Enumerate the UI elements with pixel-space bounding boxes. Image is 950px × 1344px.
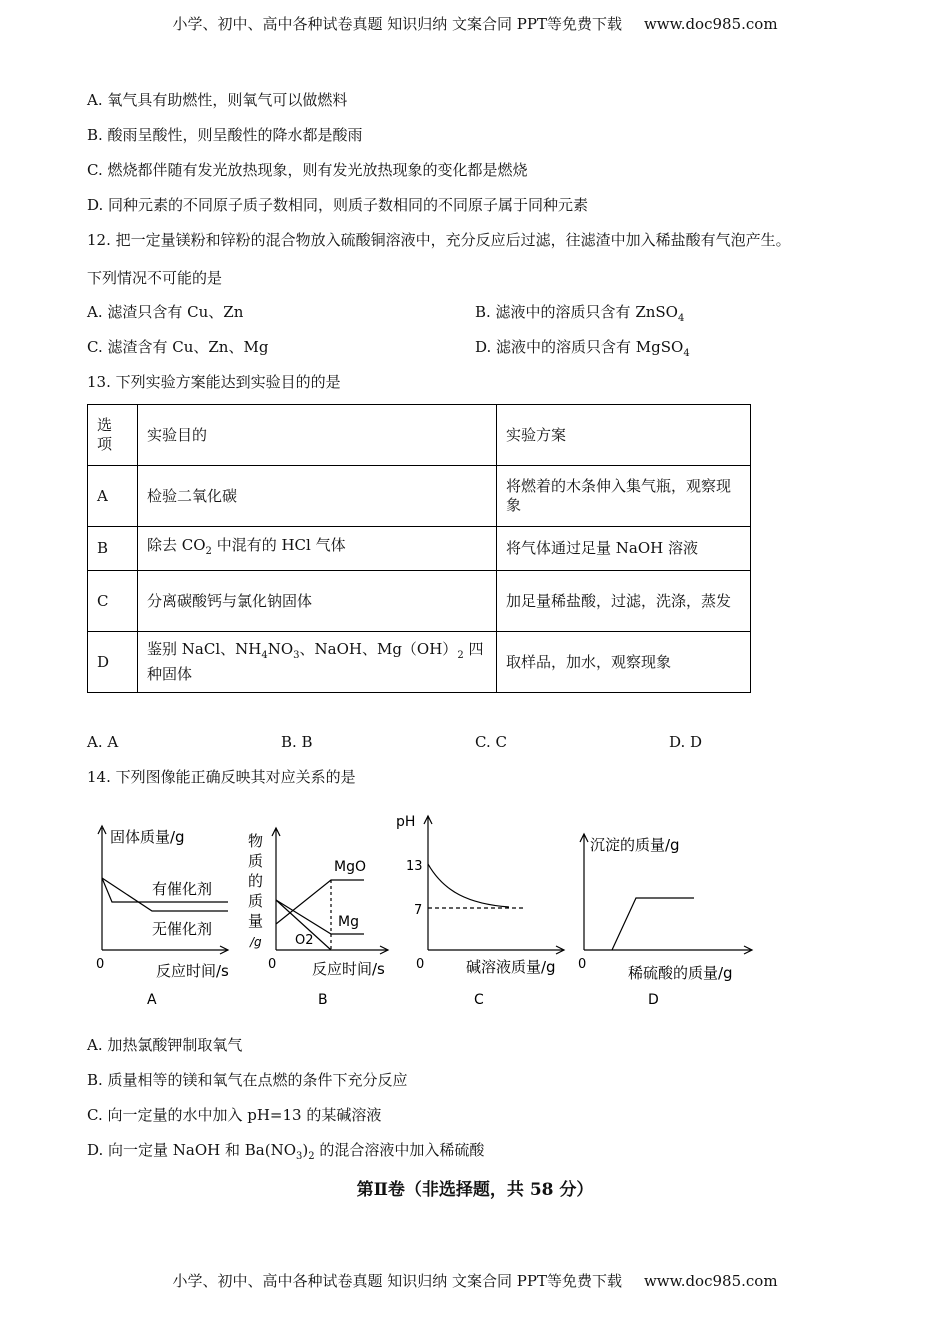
- q12-option-d-sub: 4: [683, 348, 690, 359]
- q11-option-a: A. 氧气具有助燃性，则氧气可以做燃料: [87, 91, 348, 109]
- page-header: [0, 13, 950, 34]
- q14-option-c: C. 向一定量的水中加入 pH=13 的某碱溶液: [87, 1106, 382, 1124]
- header-option: [88, 405, 138, 466]
- row-a-option: A: [88, 466, 138, 527]
- q12-option-d-text: D. 滤液中的溶质只含有 MgSO: [475, 338, 684, 356]
- section-title: 第Ⅱ卷（非选择题，共 58 分）: [356, 1180, 594, 1200]
- q12-option-a: A. 滤渣只含有 Cu、Zn: [87, 303, 244, 321]
- q14-option-d-sub: 3: [296, 1151, 303, 1162]
- header-url[interactable]: www.doc985.com: [643, 15, 778, 33]
- header-text: 小学、初中、高中各种试卷真题 知识归纳 文案合同 PPT等免费下载: [172, 15, 622, 33]
- q11-option-d: D. 同种元素的不同原子质子数相同，则质子数相同的不同原子属于同种元素: [87, 196, 589, 214]
- row-b-goal-sub: 2: [205, 546, 212, 557]
- footer-url[interactable]: www.doc985.com: [643, 1272, 778, 1290]
- row-d-plan: 取样品，加水，观察现象: [497, 632, 751, 693]
- graph-d-xlabel: 稀硫酸的质量/g: [628, 964, 733, 982]
- graph-a-ylabel: 固体质量/g: [110, 828, 185, 846]
- q14-option-d-sub2: 2: [308, 1151, 315, 1162]
- graph-d-ylabel: 沉淀的质量/g: [590, 836, 680, 854]
- table-row: [88, 527, 751, 571]
- header-goal: 实验目的: [138, 405, 497, 466]
- table-row: [88, 632, 751, 693]
- row-d-goal-b: NO: [267, 640, 294, 658]
- graph-b-label-mg: Mg: [338, 914, 359, 930]
- graph-b-ylabel-4: 质: [248, 892, 264, 910]
- row-d-goal-s1: 4: [261, 650, 268, 661]
- graph-c-xlabel: 碱溶液质量/g: [466, 958, 556, 976]
- q14-option-b: B. 质量相等的镁和氧气在点燃的条件下充分反应: [87, 1071, 408, 1089]
- q11-option-b: B. 酸雨呈酸性，则呈酸性的降水都是酸雨: [87, 126, 363, 144]
- graph-d-origin: 0: [578, 957, 587, 972]
- q12-stem-2: 下列情况不可能的是: [87, 269, 223, 287]
- graph-c: [394, 812, 574, 1016]
- q13-answer-c: C. C: [475, 733, 507, 751]
- header-plan: 实验方案: [497, 405, 751, 466]
- row-d-goal-c: 、NaOH、Mg（OH）: [299, 640, 458, 658]
- experiment-table: [87, 404, 751, 693]
- row-b-option: B: [88, 527, 138, 571]
- graph-c-curve: [428, 864, 509, 907]
- row-c-goal: 分离碳酸钙与氯化钠固体: [138, 571, 497, 632]
- graph-b-ylabel-3: 的: [248, 872, 264, 890]
- graph-a-label-catalyst: 有催化剂: [152, 880, 213, 898]
- row-b-plan: 将气体通过足量 NaOH 溶液: [497, 527, 751, 571]
- row-d-goal-s3: 2: [457, 650, 464, 661]
- graph-a-origin: 0: [96, 957, 105, 972]
- graph-a-xlabel: 反应时间/s: [156, 962, 229, 980]
- row-d-goal-s2: 3: [293, 650, 300, 661]
- graph-b-origin: 0: [268, 957, 277, 972]
- graph-b-yunit: /g: [250, 935, 262, 949]
- q14-option-a: A. 加热氯酸钾制取氧气: [87, 1036, 243, 1054]
- q12-option-b: [475, 302, 684, 329]
- q14-option-d-end: 的混合溶液中加入稀硫酸: [314, 1141, 485, 1159]
- graph-b-xlabel: 反应时间/s: [312, 960, 385, 978]
- q13-answer-d: D. D: [669, 733, 703, 751]
- graph-a-letter: A: [147, 992, 157, 1008]
- q12-option-b-text: B. 滤液中的溶质只含有 ZnSO: [475, 303, 678, 321]
- graph-b-ylabel-5: 量: [248, 912, 264, 930]
- graph-b-ylabel-2: 质: [248, 852, 264, 870]
- row-c-plan: 加足量稀盐酸，过滤，洗涤，蒸发: [497, 571, 751, 632]
- row-d-option: D: [88, 632, 138, 693]
- graph-c-ylabel: pH: [396, 814, 416, 830]
- q12-option-b-sub: 4: [677, 313, 685, 324]
- graph-d: [574, 812, 754, 1016]
- q14-option-d-post: ): [302, 1141, 309, 1159]
- q13-answer-b: B. B: [281, 733, 313, 751]
- q11-option-c: C. 燃烧都伴随有发光放热现象，则有发光放热现象的变化都是燃烧: [87, 161, 528, 179]
- graph-c-tick-7: 7: [414, 903, 423, 918]
- graph-b-label-mgo: MgO: [334, 859, 366, 875]
- row-a-goal: 检验二氧化碳: [138, 466, 497, 527]
- header-option-text: 选项: [97, 416, 113, 453]
- graph-b-ylabel: [248, 832, 263, 930]
- graph-b-label-o2: O2: [295, 933, 314, 948]
- page-footer: [0, 1270, 950, 1291]
- row-d-goal-d: 四种固体: [147, 640, 484, 683]
- q13-stem: 13. 下列实验方案能达到实验目的的是: [87, 373, 341, 391]
- graph-d-letter: D: [648, 992, 659, 1008]
- q14-option-d: [87, 1140, 484, 1167]
- graph-c-letter: C: [474, 992, 484, 1008]
- footer-text: 小学、初中、高中各种试卷真题 知识归纳 文案合同 PPT等免费下载: [172, 1272, 622, 1290]
- row-b-goal: [138, 527, 497, 571]
- row-b-goal-post: 中混有的 HCl 气体: [211, 536, 346, 554]
- row-a-plan: 将燃着的木条伸入集气瓶，观察现象: [497, 466, 751, 527]
- graph-d-line: [612, 898, 694, 950]
- q14-option-d-pre: D. 向一定量 NaOH 和 Ba(NO: [87, 1141, 297, 1159]
- graph-c-origin: 0: [416, 957, 425, 972]
- table-header-row: [88, 405, 751, 466]
- table-row: [88, 466, 751, 527]
- graph-b-ylabel-1: 物: [248, 832, 264, 850]
- row-d-goal: [138, 632, 497, 693]
- table-row: [88, 571, 751, 632]
- graph-b-letter: B: [318, 992, 328, 1008]
- graph-b: [244, 812, 394, 1016]
- q12-stem: 12. 把一定量镁粉和锌粉的混合物放入硫酸铜溶液中，充分反应后过滤，往滤渣中加入稀盐酸有气泡产生。: [87, 231, 791, 249]
- row-b-goal-pre: 除去 CO: [147, 536, 206, 554]
- q14-stem: 14. 下列图像能正确反映其对应关系的是: [87, 768, 356, 786]
- graph-c-tick-13: 13: [406, 859, 423, 874]
- row-d-goal-a: 鉴别 NaCl、NH: [147, 640, 262, 658]
- graph-a: [90, 812, 240, 1016]
- q12-option-d: [475, 337, 690, 364]
- q13-answer-a: A. A: [87, 733, 119, 751]
- q12-option-c: C. 滤渣含有 Cu、Zn、Mg: [87, 338, 269, 356]
- row-c-option: C: [88, 571, 138, 632]
- graph-a-label-nocatalyst: 无催化剂: [152, 920, 213, 938]
